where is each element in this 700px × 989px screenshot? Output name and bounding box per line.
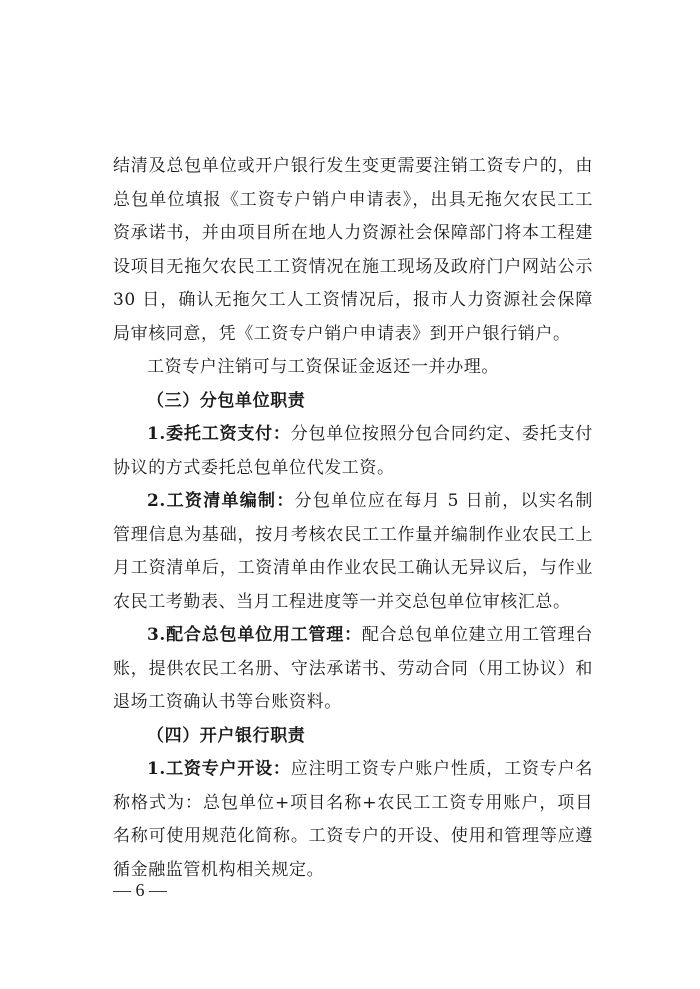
paragraph-deposit-return: 工资专户注销可与工资保证金返还一并办理。 [147, 357, 499, 377]
item-lead: 3.配合总包单位用工管理： [147, 625, 362, 645]
item-lead: 1.工资专户开设： [147, 759, 291, 779]
item-text: 分包单位按照分包合同约定、委托支付协议的方式委托总包单位代发工资。 [113, 424, 593, 478]
item-lead: 2.工资清单编制： [147, 491, 295, 511]
item-wage-list [113, 485, 593, 619]
item-lead: 1.委托工资支付： [147, 424, 291, 444]
section-heading-bank: （四）开户银行职责 [147, 725, 306, 746]
item-labor-management [113, 619, 593, 720]
item-text: 配合总包单位建立用工管理台账，提供农民工名册、守法承诺书、劳动合同（用工协议）和退场工资确认书等台账资料。 [113, 625, 593, 712]
page-number: — 6 — [113, 880, 167, 900]
item-entrusted-payment [113, 418, 593, 485]
section-heading-subcontractor: （三）分包单位职责 [147, 390, 306, 411]
item-account-opening [113, 753, 593, 887]
body-text [113, 150, 593, 887]
item-text: 应注明工资专户账户性质，工资专户名称格式为：总包单位+项目名称+农民工工资专用账户，项目名称可使用规范化简称。工资专户的开设、使用和管理等应遵循金融监管机构相关规定。 [113, 759, 593, 880]
item-text: 分包单位应在每月 5 日前，以实名制管理信息为基础，按月考核农民工工作量并编制作业农民工上月工资清单后，工资清单由作业农民工确认无异议后，与作业农民工考勤表、当月工程进度等一并交总包单位审核汇总。 [113, 491, 593, 612]
paragraph-account-closure: 结清及总包单位或开户银行发生变更需要注销工资专户的，由总包单位填报《工资专户销户申请表》，出具无拖欠农民工工资承诺书，并由项目所在地人力资源社会保障部门将本工程建设项目无拖欠农民工工资情况在施工现场及政府门户网站公示 30 日，确认无拖欠工人工资情况后，报市人力资源社会保障局审核同意，凭《工资专户销户申请表》到开户银行销户。 [113, 156, 593, 344]
